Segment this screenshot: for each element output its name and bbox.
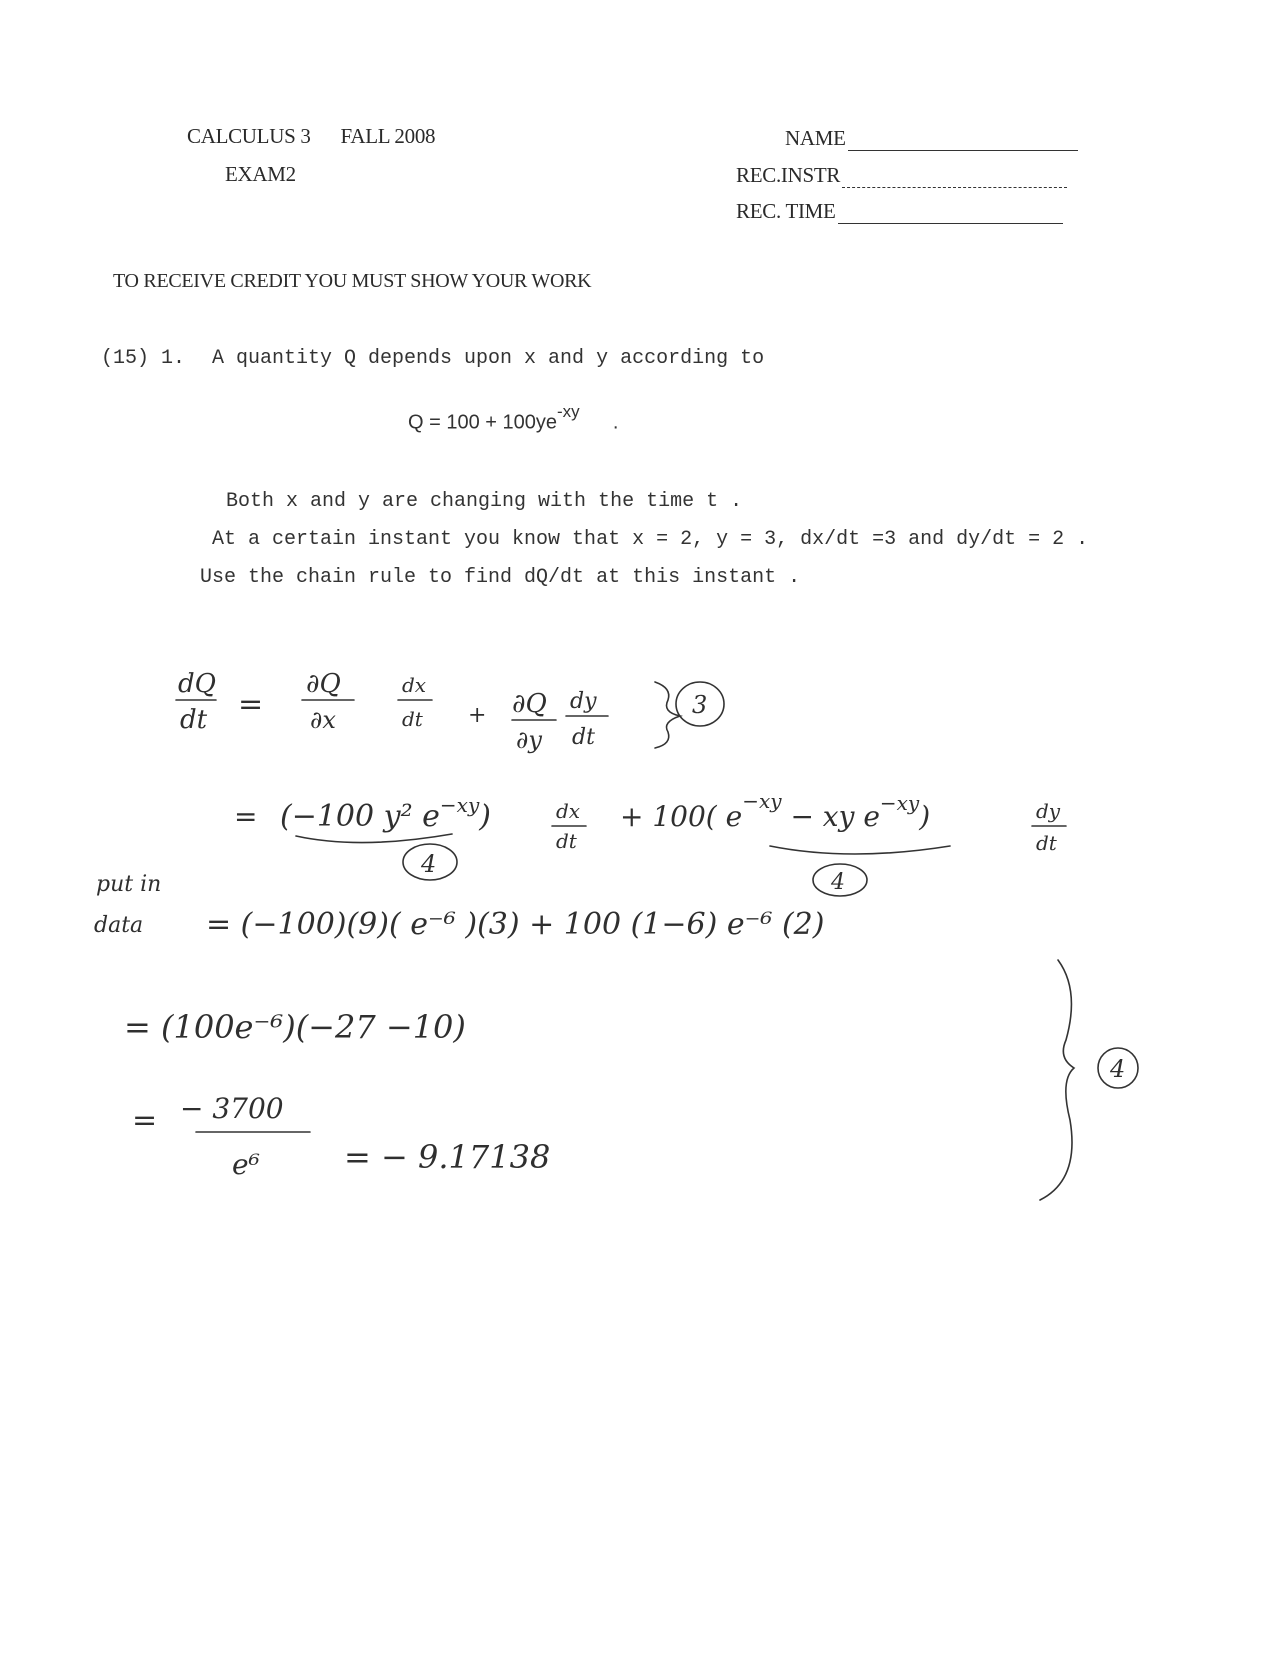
underline-brace-2 [770, 846, 950, 854]
dy-dt-num: dy [570, 689, 597, 714]
equation-period: . [612, 411, 619, 434]
course-term: FALL 2008 [340, 124, 436, 148]
problem-number: (15) 1. [101, 347, 186, 370]
problem-intro: A quantity Q depends upon x and y according to [212, 347, 765, 370]
margin-note-put-in: put in [96, 872, 162, 897]
substitution-line: = (−100)(9)( e⁻⁶ )(3) + 100 (1−6) e⁻⁶ (2) [206, 907, 825, 942]
margin-note-data: data [94, 913, 144, 938]
lhs-numerator: dQ [178, 669, 216, 699]
course-name: CALCULUS 3 [187, 124, 311, 148]
problem-line-1: Both x and y are changing with the time t . [226, 490, 743, 513]
score-4a: 4 [421, 850, 437, 878]
dx-dt-den: dt [402, 707, 423, 731]
result-denominator: e⁶ [232, 1148, 260, 1181]
dx-dt-den-2: dt [556, 829, 577, 853]
partial-y-term: + 100( $e^{-xy}$ − xy $e^{-xy}$) [620, 789, 931, 833]
partial-x-term: (−100 y² $e^{-xy}$) [280, 793, 491, 834]
dx-dt-num: dx [402, 673, 427, 697]
equation-exponent: -xy [557, 402, 580, 421]
instructions: TO RECEIVE CREDIT YOU MUST SHOW YOUR WORK [113, 270, 592, 292]
final-result: = − 9.17138 [344, 1138, 551, 1176]
lhs-denominator: dt [180, 705, 208, 735]
step1-plus: + [468, 703, 487, 728]
result-numerator: − 3700 [180, 1092, 284, 1125]
step2-equals: = [234, 800, 258, 833]
dy-dt-num-2: dy [1036, 799, 1061, 823]
dy-dt-den: dt [572, 725, 595, 750]
exam-label: EXAM2 [225, 162, 296, 186]
result-equals: = [132, 1103, 158, 1138]
partial-q-y-num: ∂Q [512, 689, 547, 719]
step-partials [234, 789, 1066, 896]
equation-base: Q = 100 + 100ye [408, 411, 558, 434]
partial-q-x-num: ∂Q [306, 669, 341, 699]
score-3: 3 [692, 691, 708, 719]
step-chain-rule [176, 669, 724, 754]
partial-q-x-den: ∂x [310, 706, 336, 734]
rec-time-label: REC. TIME [736, 199, 836, 223]
score-4b: 4 [831, 870, 845, 895]
underline-brace-1 [296, 834, 452, 843]
partial-q-y-den: ∂y [516, 726, 542, 754]
step1-brace [655, 682, 680, 748]
problem-line-3: Use the chain rule to find dQ/dt at this instant . [200, 566, 801, 589]
problem-line-2: At a certain instant you know that x = 2, y = 3, dx/dt =3 and dy/dt = 2 . [212, 528, 1089, 551]
score-total: 4 [1110, 1055, 1126, 1083]
work-brace [1040, 960, 1074, 1200]
factor-line: = (100e⁻⁶)(−27 −10) [124, 1008, 466, 1046]
step1-equals: = [238, 687, 264, 722]
name-label: NAME [785, 126, 846, 150]
dx-dt-num-2: dx [556, 799, 581, 823]
dy-dt-den-2: dt [1036, 831, 1057, 855]
rec-instr-label: REC.INSTR [736, 163, 841, 187]
